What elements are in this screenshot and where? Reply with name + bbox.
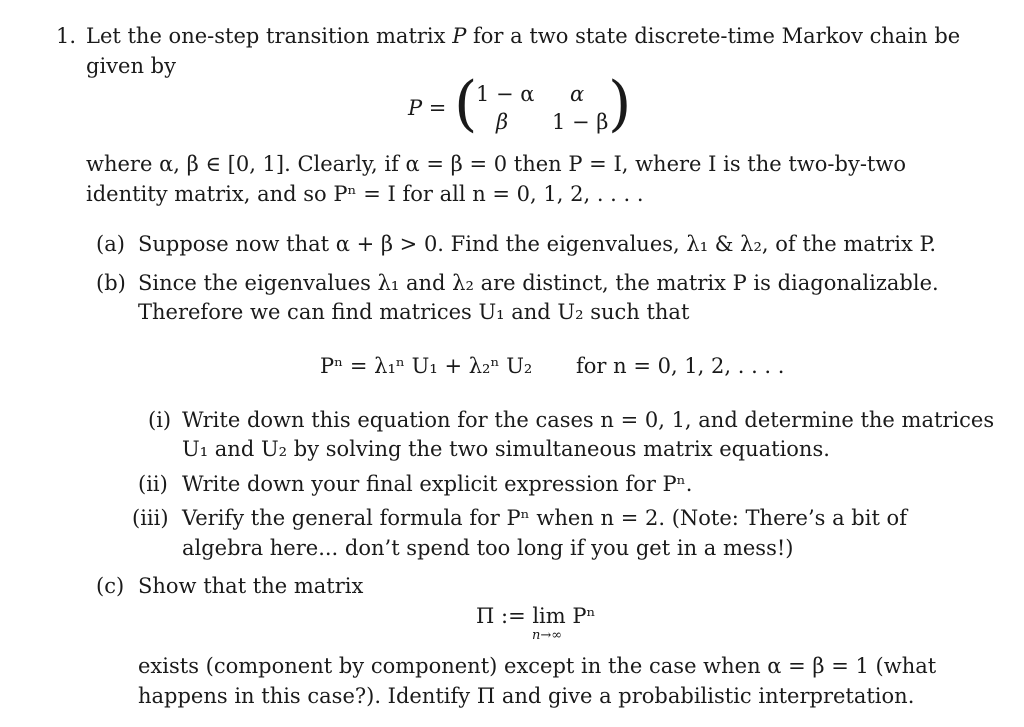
matrix-lhs: P = [408,96,447,120]
part-c-line1: Show that the matrix [138,574,364,598]
part-c-line2: exists (component by component) except in the case when α = β = 1 (what [138,654,937,678]
intro-text: Let the one-step transition matrix [86,24,446,48]
matrix-a12: α [570,82,585,106]
part-a-label: (a) [96,232,125,256]
matrix-left-paren: ( [454,69,478,139]
sub-ii-text: Write down your final explicit expression for Pⁿ. [182,472,693,496]
matrix-a11: 1 − α [476,82,535,106]
sub-iii-line2: algebra here... don’t spend too long if you get in a mess!) [182,536,794,560]
where-line1: where α, β ∈ [0, 1]. Clearly, if α = β = 0 then P = I, where I is the two-by-two [86,152,906,176]
matrix-a22: 1 − β [552,110,609,134]
sub-iii-label: (iii) [132,506,169,530]
part-b-equation-note: for n = 0, 1, 2, . . . . [576,354,785,378]
part-b-line1: Since the eigenvalues λ₁ and λ₂ are distinct, the matrix P is diagonalizable. [138,271,939,295]
part-b-label: (b) [96,271,126,295]
part-c-limit-subscript: n→∞ [532,628,563,643]
part-c-line3: happens in this case?). Identify Π and give a probabilistic interpretation. [138,684,915,708]
part-c-limit: Π := lim Pⁿ [476,604,596,628]
sub-i-line2: U₁ and U₂ by solving the two simultaneous matrix equations. [182,437,830,461]
part-a-text: Suppose now that α + β > 0. Find the eigenvalues, λ₁ & λ₂, of the matrix P. [138,232,937,256]
intro-matrix-symbol: P [452,24,467,48]
matrix-a21: β [496,110,509,134]
sub-ii-label: (ii) [138,472,168,496]
matrix-right-paren: ) [608,69,632,139]
sub-i-line1: Write down this equation for the cases n = 0, 1, and determine the matrices [182,408,995,432]
part-b-equation: Pⁿ = λ₁ⁿ U₁ + λ₂ⁿ U₂ [320,354,533,378]
problem-intro-line1 [86,26,960,47]
part-c-label: (c) [96,574,125,598]
sub-i-label: (i) [148,408,172,432]
problem-number: 1. [56,24,77,48]
intro-text-rest: for a two state discrete-time Markov chain be [473,24,961,48]
where-line2: identity matrix, and so Pⁿ = I for all n = 0, 1, 2, . . . . [86,182,644,206]
part-b-line2: Therefore we can find matrices U₁ and U₂ such that [138,300,690,324]
sub-iii-line1: Verify the general formula for Pⁿ when n = 2. (Note: There’s a bit of [182,506,907,530]
problem-intro-line2: given by [86,54,176,78]
